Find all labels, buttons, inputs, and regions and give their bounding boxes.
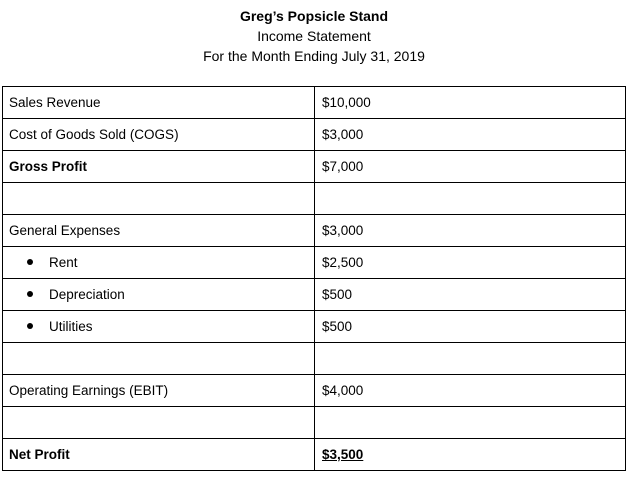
statement-header	[0, 6, 628, 66]
row-label: Gross Profit	[3, 151, 315, 183]
row-label: Utilities	[49, 319, 93, 334]
table-row	[3, 311, 626, 343]
table-row	[3, 279, 626, 311]
row-label	[3, 407, 315, 439]
row-value: $7,000	[315, 151, 626, 183]
row-label: Cost of Goods Sold (COGS)	[3, 119, 315, 151]
row-label	[3, 183, 315, 215]
row-label: Rent	[49, 255, 78, 270]
bullet-icon	[27, 291, 33, 297]
table-row	[3, 215, 626, 247]
row-label-cell	[3, 279, 315, 311]
row-value	[315, 343, 626, 375]
statement-type: Income Statement	[257, 28, 371, 44]
row-value: $500	[315, 311, 626, 343]
net-profit-value-cell	[315, 439, 626, 471]
row-value: $500	[315, 279, 626, 311]
row-value	[315, 407, 626, 439]
company-name: Greg’s Popsicle Stand	[239, 8, 389, 24]
table-row-blank	[3, 407, 626, 439]
row-label: General Expenses	[3, 215, 315, 247]
row-label: Operating Earnings (EBIT)	[3, 375, 315, 407]
table-row	[3, 87, 626, 119]
table-row	[3, 151, 626, 183]
row-value	[315, 183, 626, 215]
row-label	[3, 343, 315, 375]
row-label-cell	[3, 311, 315, 343]
row-value: $3,000	[315, 215, 626, 247]
row-value: $3,000	[315, 119, 626, 151]
bullet-icon	[27, 323, 33, 329]
row-value: $2,500	[315, 247, 626, 279]
row-value: $10,000	[315, 87, 626, 119]
table-row	[3, 375, 626, 407]
row-value: $4,000	[315, 375, 626, 407]
bullet-icon	[27, 259, 33, 265]
table-row	[3, 119, 626, 151]
table-row	[3, 247, 626, 279]
row-label: Sales Revenue	[3, 87, 315, 119]
row-label: Depreciation	[49, 287, 125, 302]
table-row-blank	[3, 343, 626, 375]
table-row-blank	[3, 183, 626, 215]
net-profit-value: $3,500	[322, 447, 364, 462]
income-statement-table	[2, 86, 626, 471]
table-row-total	[3, 439, 626, 471]
row-label-cell	[3, 247, 315, 279]
net-profit-label: Net Profit	[3, 439, 315, 471]
statement-period: For the Month Ending July 31, 2019	[203, 48, 425, 64]
